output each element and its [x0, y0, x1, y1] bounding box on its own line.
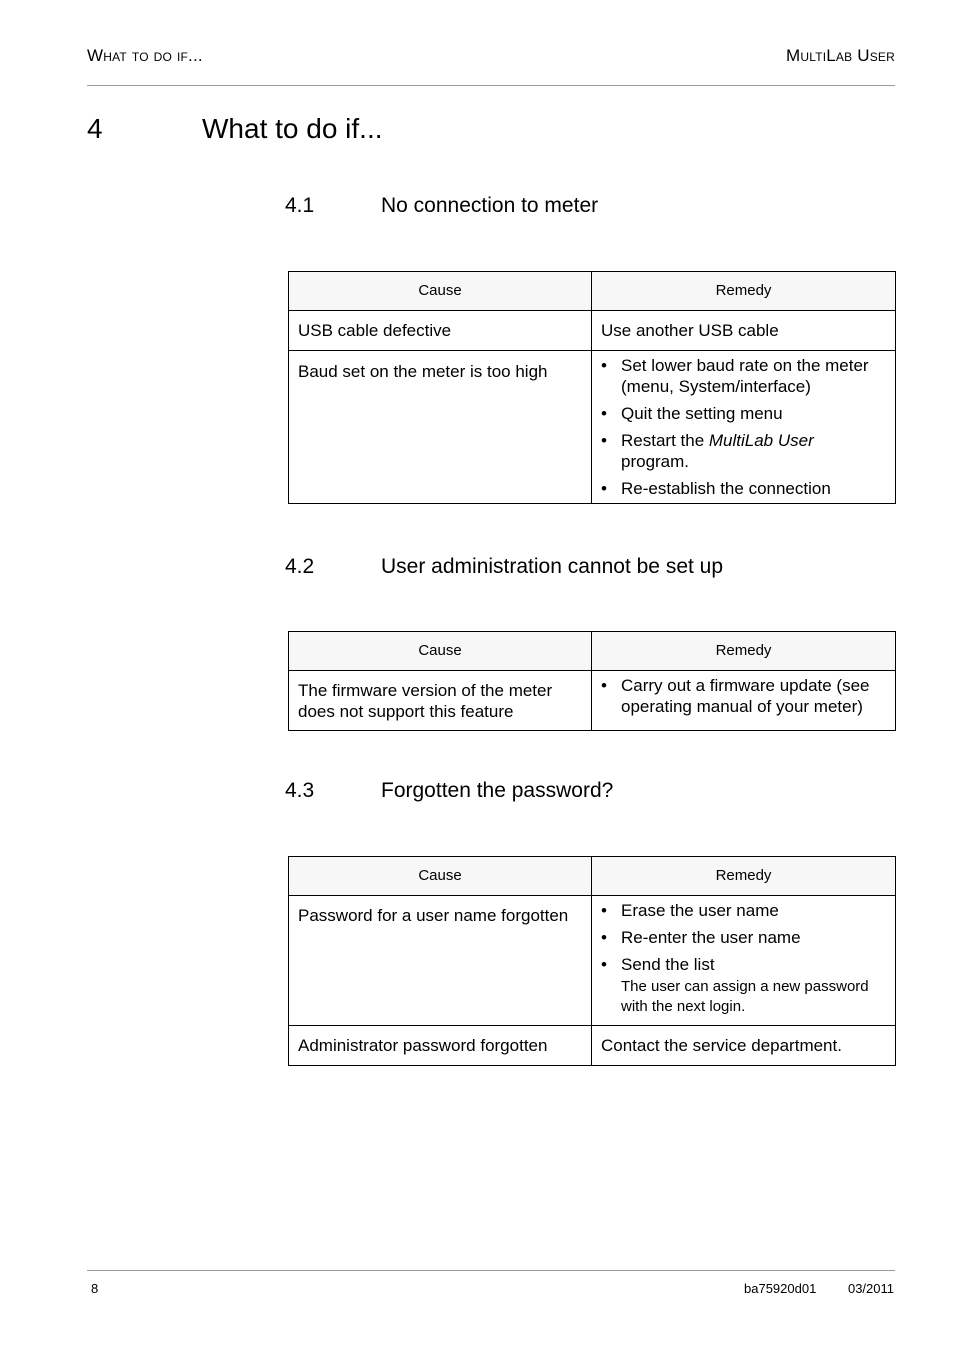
list-item: • Set lower baud rate on the meter (menu, System/interface) [601, 356, 869, 396]
column-header-remedy: Remedy [592, 857, 896, 896]
table-row [289, 351, 896, 504]
bullet-icon: • [601, 404, 607, 423]
table-header-row [289, 857, 896, 896]
list-item: • Carry out a firmware update (see operating manual of your meter) [601, 676, 870, 716]
column-header-cause: Cause [289, 272, 592, 311]
section-title: User administration cannot be set up [381, 555, 724, 578]
bullet-icon: • [601, 431, 607, 450]
product-name: MultiLab User [708, 431, 814, 450]
bullet-icon: • [601, 901, 607, 920]
remedy-cell [592, 351, 896, 504]
list-item: • Re-enter the user name [601, 928, 801, 947]
bullet-icon: • [601, 928, 607, 947]
running-header-left: What to do if... [87, 46, 203, 65]
document-id: ba75920d01 [744, 1281, 817, 1296]
remedy-cell [592, 671, 896, 731]
list-item: • Restart the MultiLab User program. [601, 431, 814, 471]
bullet-icon: • [601, 356, 607, 375]
list-item: • Re-establish the connection [601, 479, 831, 498]
chapter-number: 4 [87, 113, 103, 144]
footer-rule [87, 1270, 895, 1271]
cause-cell: Administrator password forgotten [289, 1026, 592, 1066]
cause-cell: Baud set on the meter is too high [289, 351, 592, 504]
section-title: No connection to meter [381, 194, 599, 217]
list-item: • Quit the setting menu [601, 404, 783, 423]
troubleshooting-table-user-admin [288, 631, 896, 731]
table-row [289, 1026, 896, 1066]
bullet-icon: • [601, 955, 607, 974]
document-date: 03/2011 [847, 1281, 894, 1296]
table-header-row [289, 272, 896, 311]
running-header-right: MultiLab User [785, 46, 895, 65]
table-row [289, 896, 896, 1026]
column-header-cause: Cause [289, 857, 592, 896]
remedy-list [601, 675, 886, 717]
table-header-row [289, 632, 896, 671]
remedy-list [601, 355, 886, 499]
list-item: • Erase the user name [601, 901, 779, 920]
bullet-icon: • [601, 479, 607, 498]
remedy-cell: Contact the service department. [592, 1026, 896, 1066]
column-header-cause: Cause [289, 632, 592, 671]
list-item: • Send the list [601, 955, 715, 974]
section-number: 4.3 [285, 779, 315, 802]
section-number: 4.1 [285, 194, 315, 217]
header-rule [87, 85, 895, 86]
cause-cell: The firmware version of the meter does not support this feature [289, 671, 592, 731]
remedy-cell [592, 896, 896, 1026]
cause-cell: USB cable defective [289, 311, 592, 351]
section-number: 4.2 [285, 555, 315, 578]
chapter-title: What to do if... [202, 113, 383, 144]
column-header-remedy: Remedy [592, 632, 896, 671]
troubleshooting-table-connection [288, 271, 896, 504]
remedy-note: The user can assign a new password with the next login. [621, 978, 869, 1015]
page-number: 8 [91, 1281, 99, 1296]
cause-cell: Password for a user name forgotten [289, 896, 592, 1026]
table-row [289, 311, 896, 351]
remedy-list [601, 900, 886, 975]
table-row [289, 671, 896, 731]
column-header-remedy: Remedy [592, 272, 896, 311]
troubleshooting-table-password [288, 856, 896, 1066]
bullet-icon: • [601, 676, 607, 695]
remedy-cell: Use another USB cable [592, 311, 896, 351]
section-title: Forgotten the password? [381, 779, 614, 802]
